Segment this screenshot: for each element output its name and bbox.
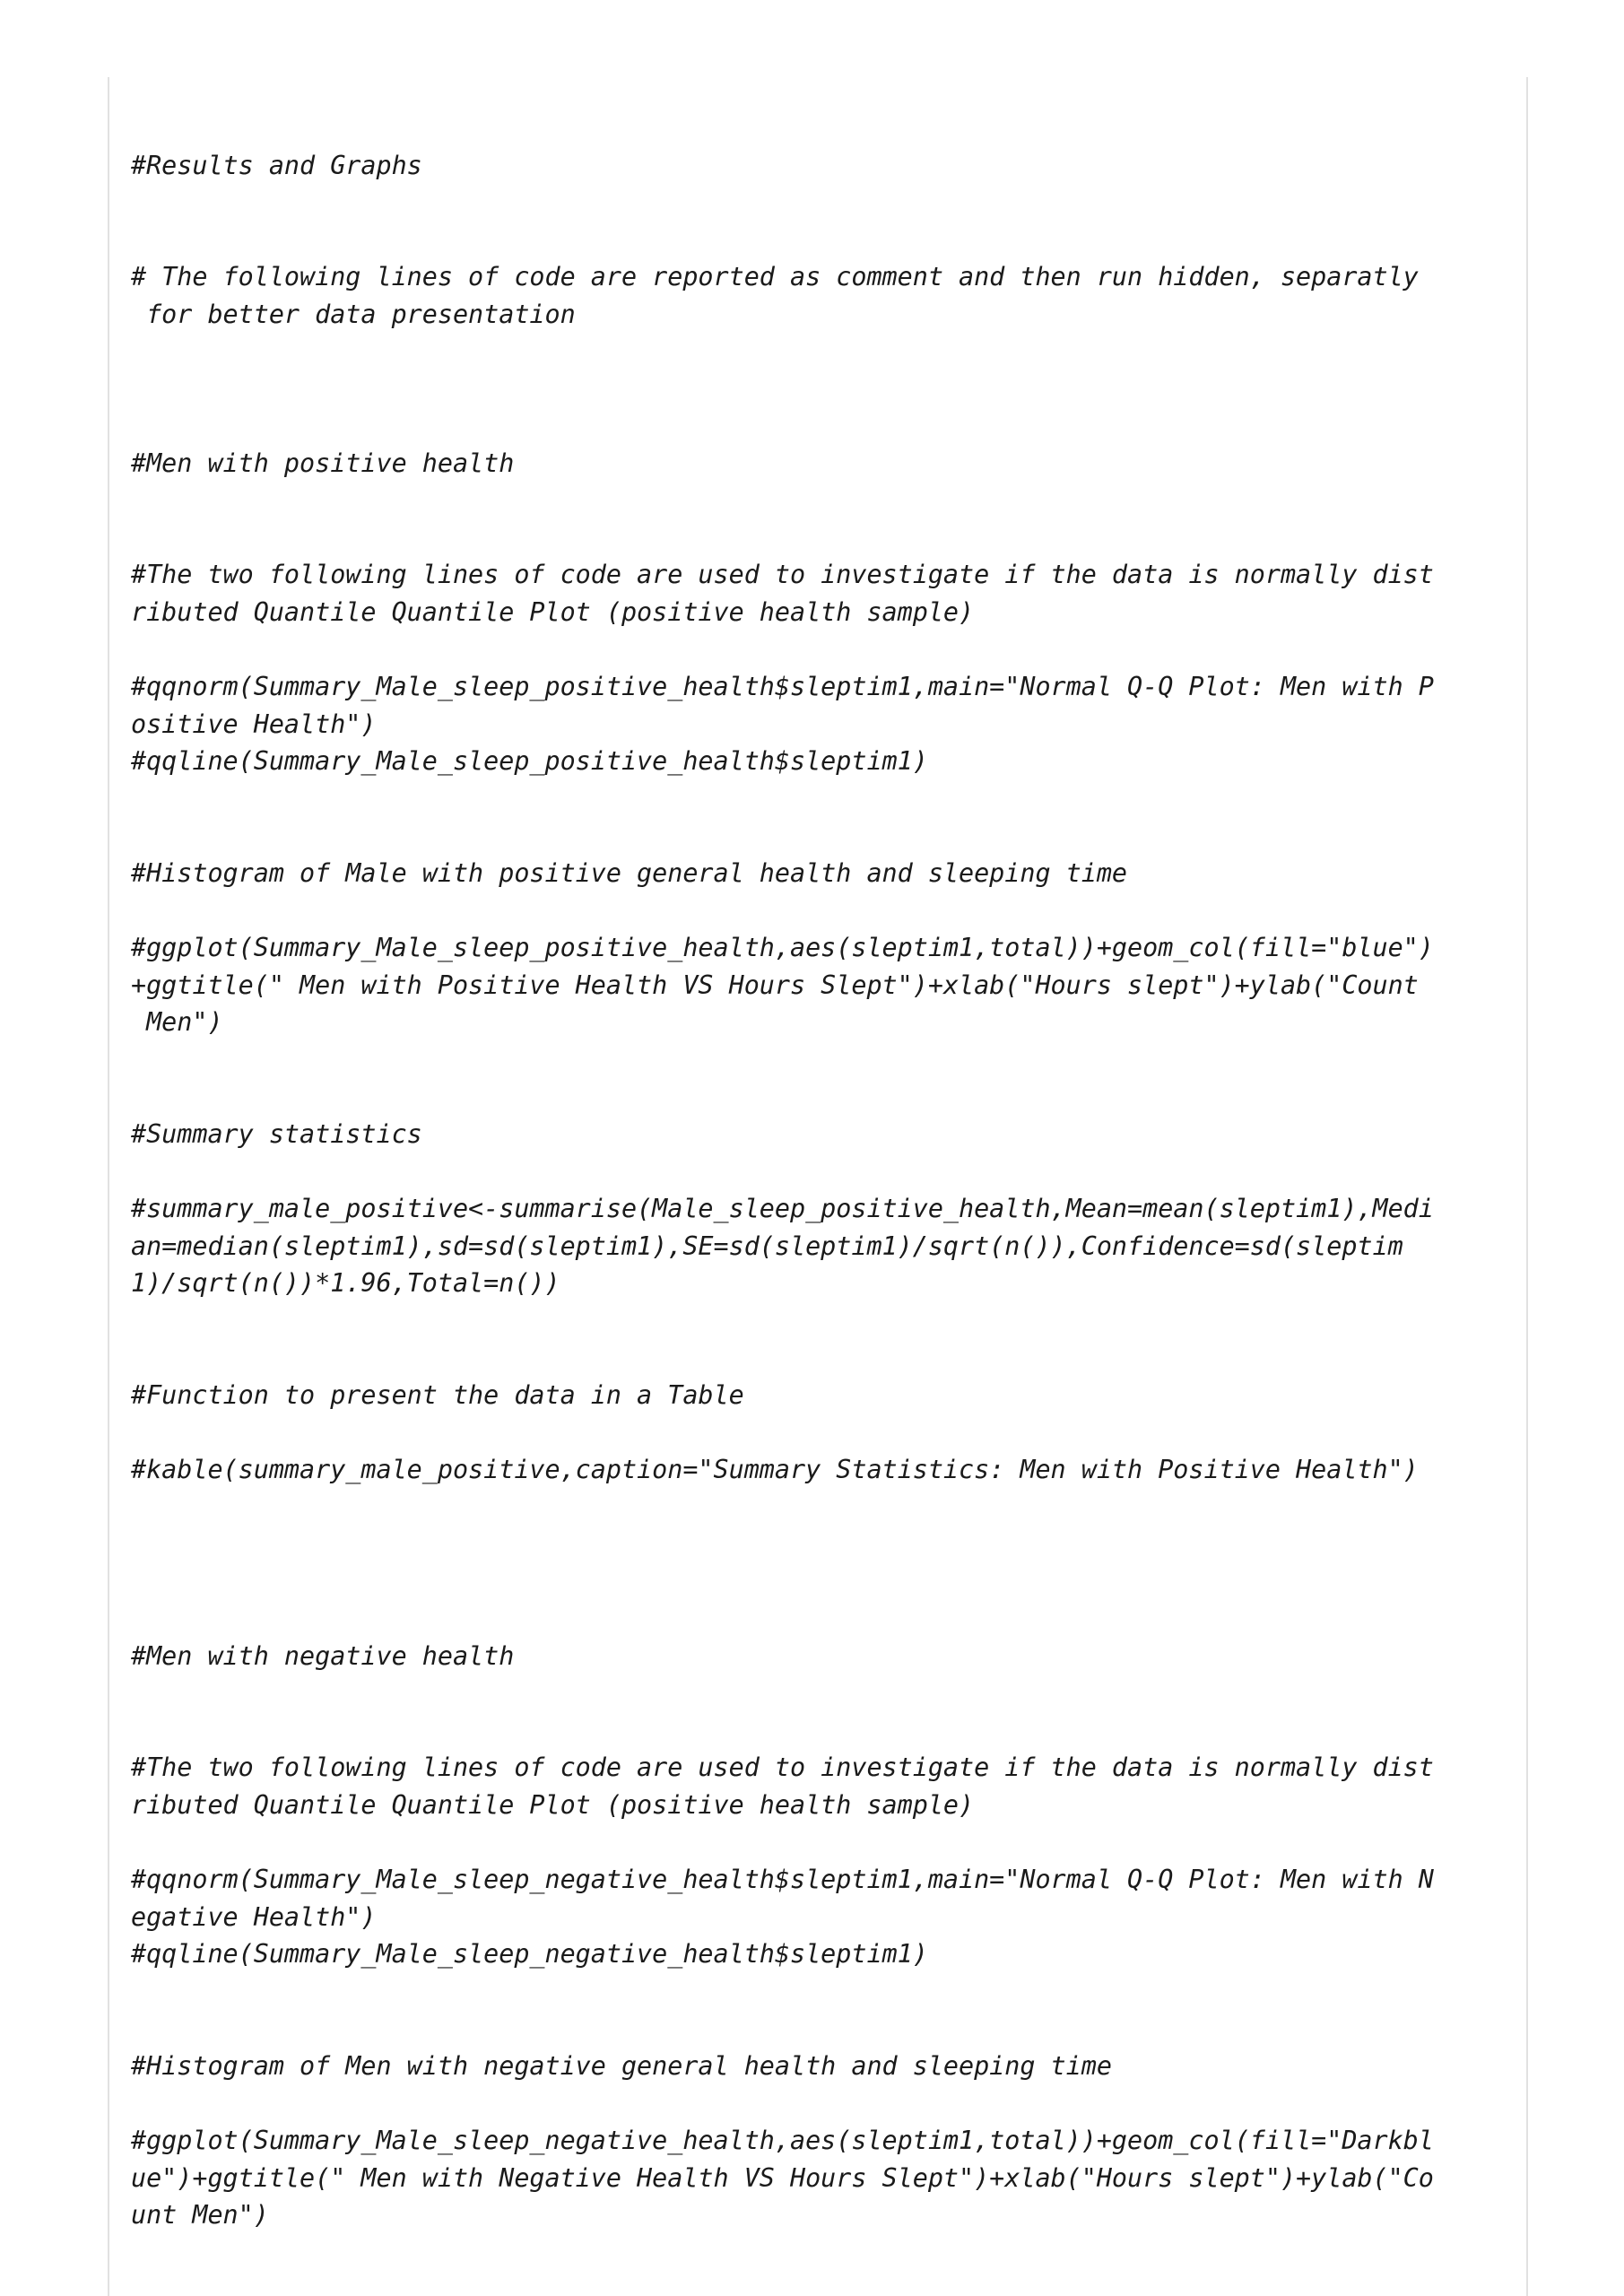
- left-border-line: [108, 77, 109, 2296]
- positive-histogram-comment: #Histogram of Male with positive general health and sleeping time: [131, 858, 1128, 888]
- results-heading: #Results and Graphs: [131, 151, 422, 180]
- summary-statistics-code: #summary_male_positive<-summarise(Male_sleep_positive_health,Mean=mean(sleptim1),Medi an=median(sleptim1),sd=sd(sleptim1),SE=sd(sleptim1)/sqrt(n()),Confidence=sd(sleptim 1)/sqrt(n())*1.96,Total=n()): [131, 1194, 1434, 1298]
- positive-health-heading: #Men with positive health: [131, 448, 515, 478]
- negative-histogram-code: #ggplot(Summary_Male_sleep_negative_health,aes(sleptim1,total))+geom_col(fill="Darkbl ue")+ggtitle(" Men with Negative Health VS Hours Slept")+xlab("Hours slept")+ylab("Co unt Men"): [131, 2126, 1434, 2230]
- summary-statistics-comment: #Summary statistics: [131, 1119, 422, 1149]
- positive-qq-code: #qqnorm(Summary_Male_sleep_positive_health$sleptim1,main="Normal Q-Q Plot: Men with P ositive Health") #qqline(Summary_Male_sleep_positive_health$sleptim1): [131, 672, 1434, 776]
- right-border-line: [1526, 77, 1528, 2296]
- negative-health-heading: #Men with negative health: [131, 1641, 515, 1671]
- negative-qq-comment: #The two following lines of code are used to investigate if the data is normally dist ributed Quantile Quantile Plot (positive health sample): [131, 1752, 1434, 1820]
- negative-qq-code: #qqnorm(Summary_Male_sleep_negative_health$sleptim1,main="Normal Q-Q Plot: Men with N egative Health") #qqline(Summary_Male_sleep_negative_health$sleptim1): [131, 1865, 1434, 1969]
- kable-code: #kable(summary_male_positive,caption="Summary Statistics: Men with Positive Health"): [131, 1455, 1419, 1484]
- table-function-comment: #Function to present the data in a Table: [131, 1380, 744, 1410]
- positive-histogram-code: #ggplot(Summary_Male_sleep_positive_health,aes(sleptim1,total))+geom_col(fill="blue") +ggtitle(" Men with Positive Health VS Hours Slept")+xlab("Hours slept")+ylab("Count Men"): [131, 933, 1434, 1037]
- negative-histogram-comment: #Histogram of Men with negative general health and sleeping time: [131, 2051, 1112, 2081]
- hidden-code-note: # The following lines of code are reported as comment and then run hidden, separatly for better data presentation: [131, 262, 1419, 329]
- positive-qq-comment: #The two following lines of code are used to investigate if the data is normally dist ributed Quantile Quantile Plot (positive health sample): [131, 560, 1434, 627]
